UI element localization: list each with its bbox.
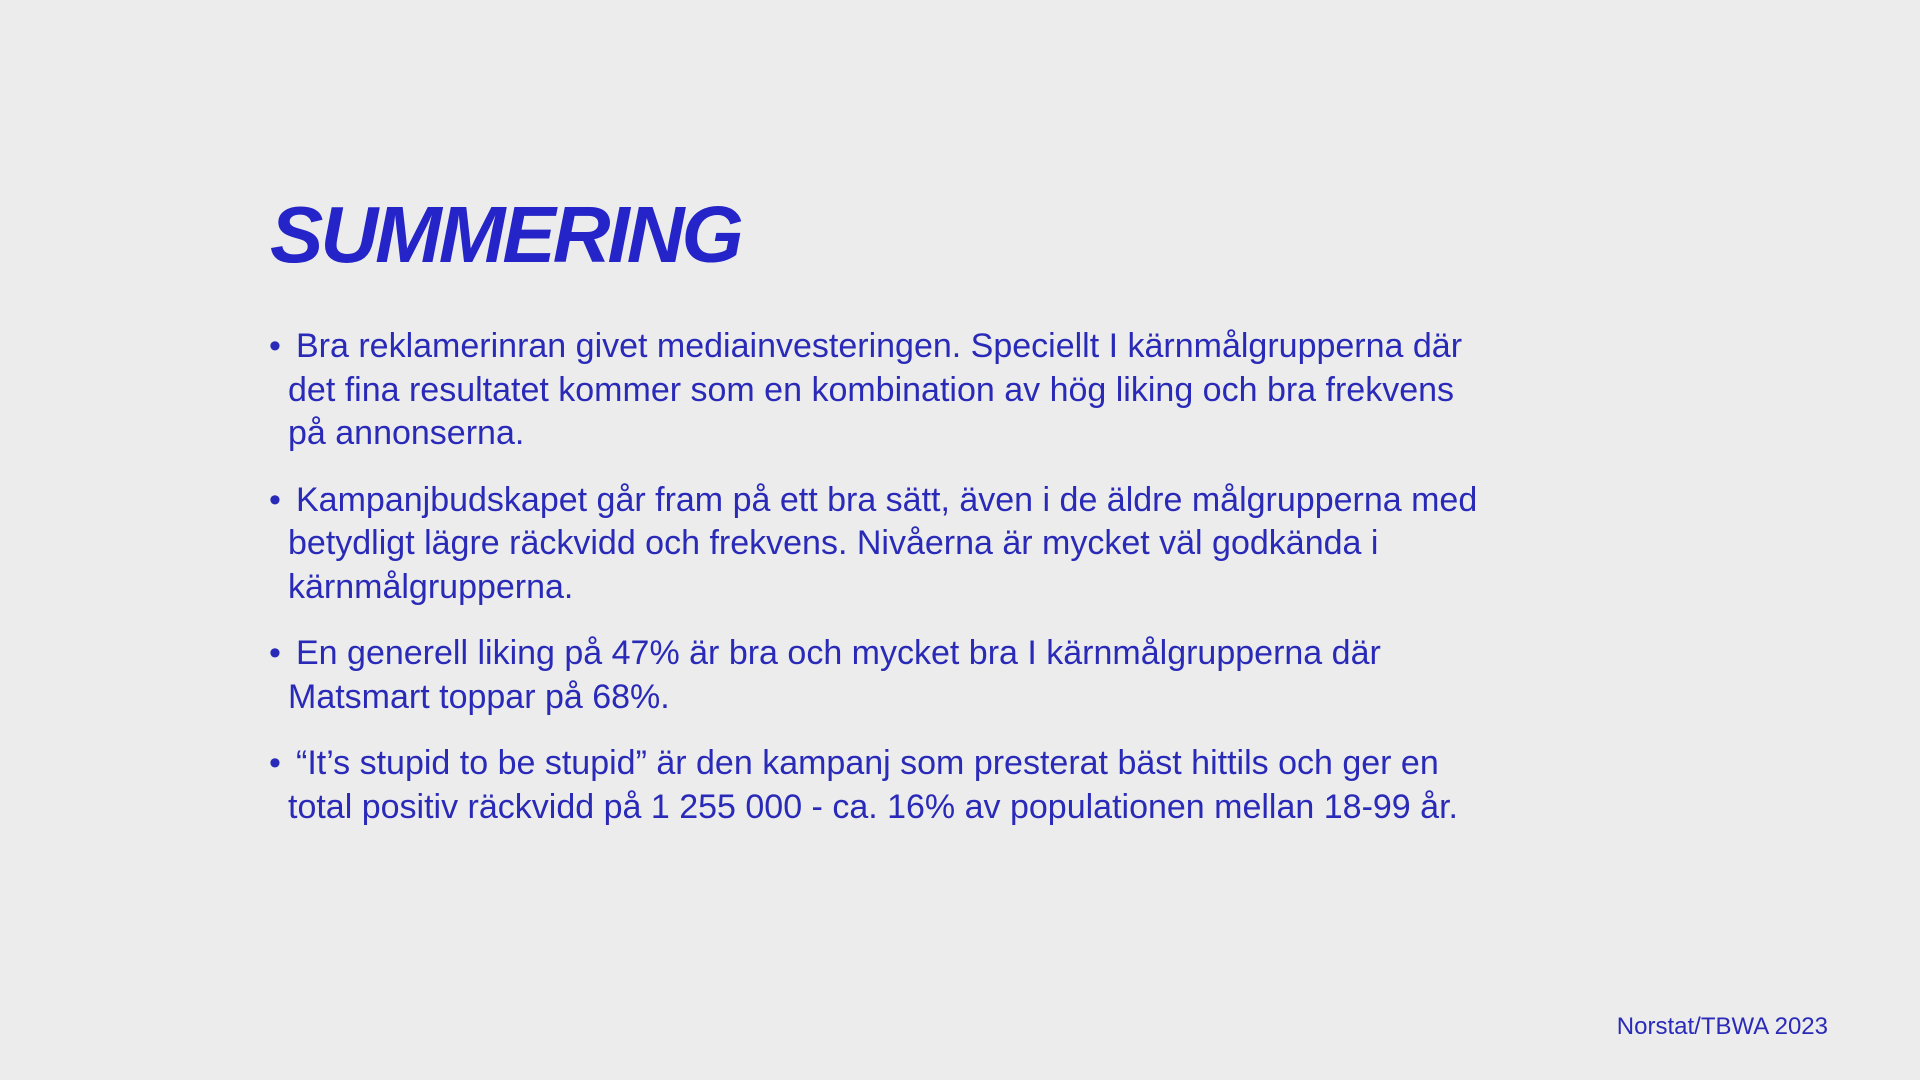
source-credit: Norstat/TBWA 2023 — [1616, 1013, 1828, 1040]
bullet-item — [266, 479, 1586, 610]
bullet-item — [266, 325, 1586, 456]
bullet-text: “It’s stupid to be stupid” är den kampanj som presterat bäst hittils och ger en total positiv räckvidd på 1 255 000 - ca. 16% av populationen mellan 18-99 år. — [288, 744, 1458, 826]
bullet-point-icon: • — [269, 327, 281, 365]
bullet-text: Bra reklamerinran givet mediainvesteringen. Speciellt I kärnmålgrupperna där det fina resultatet kommer som en kombination av hög liking och bra frekvens på annonserna. — [288, 327, 1463, 452]
bullet-item — [266, 742, 1586, 829]
summary-bullet-list — [266, 325, 1586, 852]
bullet-point-icon: • — [269, 480, 281, 519]
bullet-text: En generell liking på 47% är bra och mycket bra I kärnmålgrupperna där Matsmart toppar på 68%. — [288, 634, 1381, 716]
bullet-point-icon: • — [269, 634, 281, 672]
bullet-item — [266, 632, 1586, 719]
bullet-point-icon: • — [269, 744, 281, 782]
bullet-text: Kampanjbudskapet går fram på ett bra sätt, även i de äldre målgrupperna med betydligt lägre räckvidd och frekvens. Nivåerna är mycket väl godkända i kärnmålgrupperna. — [288, 480, 1478, 606]
slide-title: SUMMERING — [270, 190, 741, 279]
